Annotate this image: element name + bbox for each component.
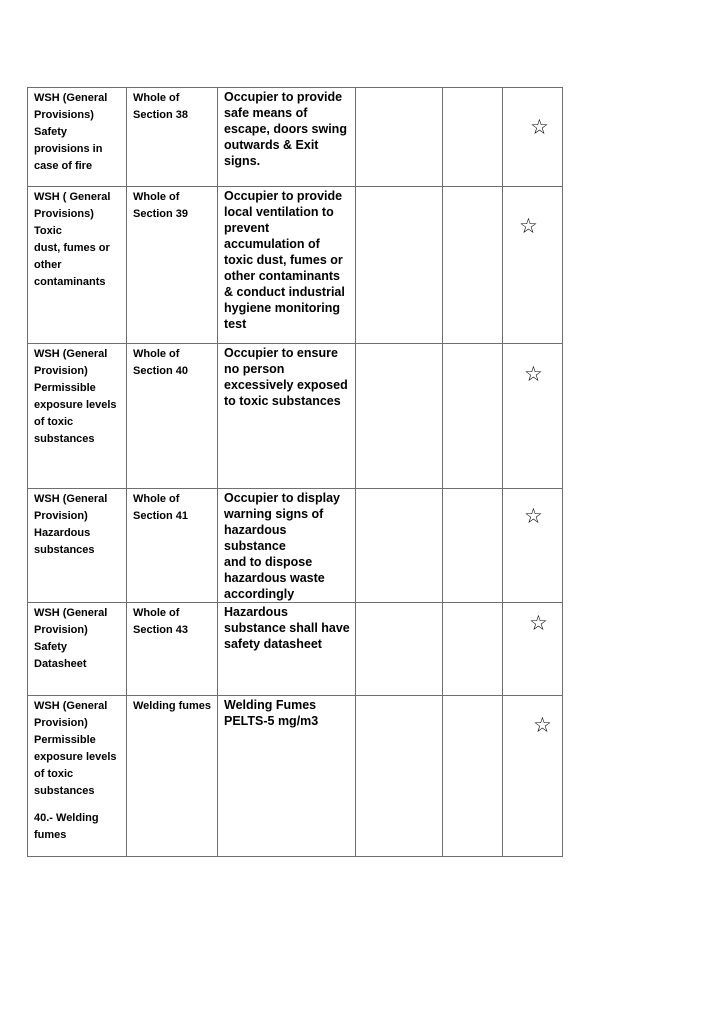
empty-cell [356,696,443,857]
requirement-cell: Occupier to provide safe means of escape, doors swing outwards & Exit signs. [218,88,356,187]
legislation-cell: WSH (General Provision) Hazardous substances [28,489,127,603]
rating-cell [503,696,563,857]
star-outline-icon: ☆ [524,362,543,386]
rating-cell [503,88,563,187]
requirement-cell: Occupier to provide local ventilation to prevent accumulation of toxic dust, fumes or other contaminants & conduct industrial hygiene monitoring test [218,187,356,344]
applicability-cell: Whole of Section 38 [127,88,218,187]
applicability-cell: Whole of Section 40 [127,344,218,489]
table-row [28,696,563,857]
requirement-cell: Occupier to ensure no person excessively exposed to toxic substances [218,344,356,489]
empty-cell [443,187,503,344]
empty-cell [443,603,503,696]
requirement-cell: Occupier to display warning signs of hazardous substance and to dispose hazardous waste accordingly [218,489,356,603]
empty-cell [443,88,503,187]
legislation-cell: WSH (General Provision) Safety Datasheet [28,603,127,696]
rating-cell [503,489,563,603]
legislation-cell: WSH ( General Provisions) Toxic dust, fumes or other contaminants [28,187,127,344]
regulation-table [27,87,563,857]
empty-cell [356,603,443,696]
empty-cell [356,489,443,603]
empty-cell [356,88,443,187]
star-outline-icon: ☆ [524,504,543,528]
rating-cell [503,603,563,696]
applicability-cell: Welding fumes [127,696,218,857]
legislation-cell: WSH (General Provisions) Safety provisions in case of fire [28,88,127,187]
applicability-cell: Whole of Section 41 [127,489,218,603]
star-outline-icon: ☆ [529,611,548,635]
rating-cell [503,187,563,344]
table-row [28,603,563,696]
table-row [28,88,563,187]
empty-cell [443,489,503,603]
requirement-cell: Welding Fumes PELTS-5 mg/m3 [218,696,356,857]
table-row [28,489,563,603]
requirement-cell: Hazardous substance shall have safety datasheet [218,603,356,696]
star-outline-icon: ☆ [533,713,552,737]
star-outline-icon: ☆ [530,115,549,139]
empty-cell [443,344,503,489]
empty-cell [356,187,443,344]
applicability-cell: Whole of Section 43 [127,603,218,696]
legislation-cell: WSH (General Provision) Permissible exposure levels of toxic substances [28,344,127,489]
legislation-cell [28,696,127,857]
empty-cell [356,344,443,489]
star-outline-icon: ☆ [519,214,538,238]
legislation-note: 40.- Welding fumes [34,812,99,841]
applicability-cell: Whole of Section 39 [127,187,218,344]
table-row [28,344,563,489]
legislation-text: WSH (General Provision) Permissible exposure levels of toxic substances [34,700,117,797]
table-row [28,187,563,344]
empty-cell [443,696,503,857]
rating-cell [503,344,563,489]
